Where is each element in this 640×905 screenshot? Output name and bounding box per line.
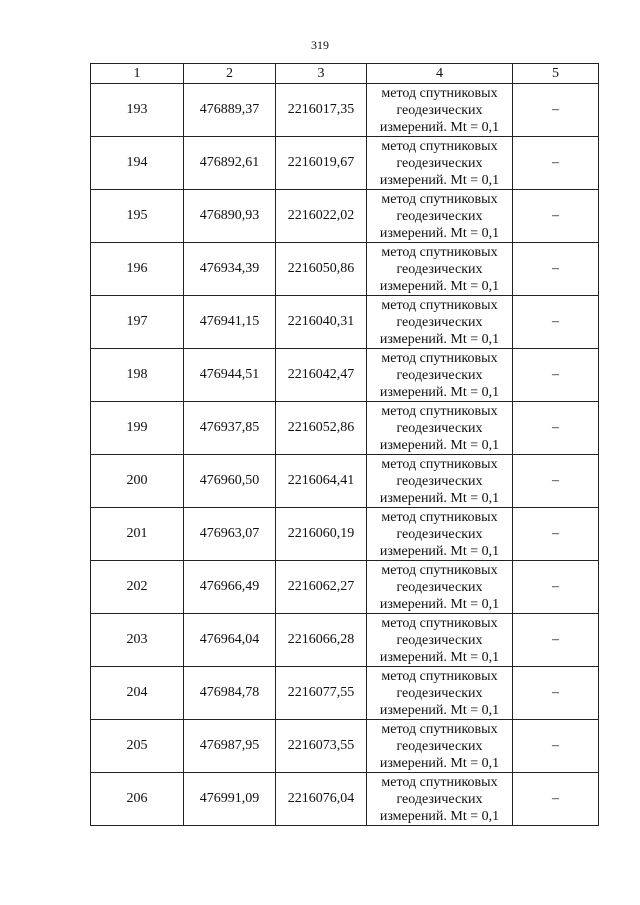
note-cell: – (513, 455, 599, 508)
table-row (91, 561, 599, 614)
method-line: метод спутниковых (381, 297, 498, 313)
y-coordinate-cell: 2216052,86 (276, 402, 367, 455)
method-cell (367, 296, 513, 349)
x-coordinate-cell: 476963,07 (184, 508, 276, 561)
method-cell (367, 773, 513, 826)
x-coordinate-cell: 476991,09 (184, 773, 276, 826)
point-number-cell: 199 (91, 402, 184, 455)
table-row (91, 667, 599, 720)
note-cell: – (513, 349, 599, 402)
table-row (91, 508, 599, 561)
table-row (91, 349, 599, 402)
note-cell: – (513, 402, 599, 455)
x-coordinate-cell: 476892,61 (184, 137, 276, 190)
column-header: 3 (276, 64, 367, 84)
table-row (91, 190, 599, 243)
note-cell: – (513, 561, 599, 614)
point-number-cell: 206 (91, 773, 184, 826)
method-line: метод спутниковых (381, 138, 498, 154)
x-coordinate-cell: 476987,95 (184, 720, 276, 773)
method-line: геодезических (396, 261, 483, 277)
method-cell (367, 402, 513, 455)
table-row (91, 614, 599, 667)
point-number-cell: 193 (91, 84, 184, 137)
y-coordinate-cell: 2216060,19 (276, 508, 367, 561)
method-line: геодезических (396, 208, 483, 224)
y-coordinate-cell: 2216042,47 (276, 349, 367, 402)
method-line: измерений. Mt = 0,1 (379, 437, 500, 453)
method-line: геодезических (396, 632, 483, 648)
y-coordinate-cell: 2216019,67 (276, 137, 367, 190)
method-line: геодезических (396, 526, 483, 542)
y-coordinate-cell: 2216064,41 (276, 455, 367, 508)
note-cell: – (513, 190, 599, 243)
note-cell: – (513, 720, 599, 773)
method-line: измерений. Mt = 0,1 (379, 225, 500, 241)
y-coordinate-cell: 2216017,35 (276, 84, 367, 137)
x-coordinate-cell: 476934,39 (184, 243, 276, 296)
method-line: метод спутниковых (381, 615, 498, 631)
note-cell: – (513, 614, 599, 667)
method-line: измерений. Mt = 0,1 (379, 702, 500, 718)
point-number-cell: 202 (91, 561, 184, 614)
note-cell: – (513, 137, 599, 190)
table-row (91, 137, 599, 190)
method-cell (367, 243, 513, 296)
point-number-cell: 195 (91, 190, 184, 243)
page-number: 319 (311, 38, 329, 52)
method-cell (367, 349, 513, 402)
table-body (91, 84, 599, 826)
table-row (91, 296, 599, 349)
method-line: геодезических (396, 685, 483, 701)
table-row (91, 402, 599, 455)
method-line: геодезических (396, 314, 483, 330)
method-line: измерений. Mt = 0,1 (379, 755, 500, 771)
point-number-cell: 197 (91, 296, 184, 349)
method-line: метод спутниковых (381, 191, 498, 207)
point-number-cell: 198 (91, 349, 184, 402)
method-line: измерений. Mt = 0,1 (379, 331, 500, 347)
x-coordinate-cell: 476937,85 (184, 402, 276, 455)
method-line: измерений. Mt = 0,1 (379, 278, 500, 294)
method-line: метод спутниковых (381, 774, 498, 790)
method-cell (367, 667, 513, 720)
point-number-cell: 194 (91, 137, 184, 190)
point-number-cell: 203 (91, 614, 184, 667)
column-header: 4 (367, 64, 513, 84)
method-line: метод спутниковых (381, 456, 498, 472)
x-coordinate-cell: 476941,15 (184, 296, 276, 349)
method-line: геодезических (396, 473, 483, 489)
method-line: метод спутниковых (381, 668, 498, 684)
table-row (91, 243, 599, 296)
method-cell (367, 720, 513, 773)
y-coordinate-cell: 2216077,55 (276, 667, 367, 720)
method-line: метод спутниковых (381, 244, 498, 260)
method-line: измерений. Mt = 0,1 (379, 808, 500, 824)
point-number-cell: 204 (91, 667, 184, 720)
method-line: измерений. Mt = 0,1 (379, 596, 500, 612)
method-line: метод спутниковых (381, 85, 498, 101)
method-line: метод спутниковых (381, 509, 498, 525)
method-line: измерений. Mt = 0,1 (379, 543, 500, 559)
table-row (91, 84, 599, 137)
method-line: геодезических (396, 367, 483, 383)
method-line: геодезических (396, 420, 483, 436)
x-coordinate-cell: 476984,78 (184, 667, 276, 720)
point-number-cell: 205 (91, 720, 184, 773)
table-row (91, 720, 599, 773)
x-coordinate-cell: 476944,51 (184, 349, 276, 402)
point-number-cell: 200 (91, 455, 184, 508)
method-line: геодезических (396, 155, 483, 171)
table-row (91, 773, 599, 826)
note-cell: – (513, 296, 599, 349)
x-coordinate-cell: 476889,37 (184, 84, 276, 137)
y-coordinate-cell: 2216066,28 (276, 614, 367, 667)
x-coordinate-cell: 476966,49 (184, 561, 276, 614)
point-number-cell: 201 (91, 508, 184, 561)
column-header: 1 (91, 64, 184, 84)
method-cell (367, 455, 513, 508)
point-number-cell: 196 (91, 243, 184, 296)
method-cell (367, 84, 513, 137)
method-cell (367, 190, 513, 243)
table-header-row (91, 64, 599, 84)
note-cell: – (513, 84, 599, 137)
y-coordinate-cell: 2216073,55 (276, 720, 367, 773)
method-line: измерений. Mt = 0,1 (379, 119, 500, 135)
x-coordinate-cell: 476960,50 (184, 455, 276, 508)
method-line: метод спутниковых (381, 350, 498, 366)
method-line: метод спутниковых (381, 403, 498, 419)
method-line: измерений. Mt = 0,1 (379, 172, 500, 188)
coordinates-table (90, 63, 599, 826)
method-line: измерений. Mt = 0,1 (379, 490, 500, 506)
table-row (91, 455, 599, 508)
method-cell (367, 561, 513, 614)
note-cell: – (513, 243, 599, 296)
method-cell (367, 614, 513, 667)
method-line: метод спутниковых (381, 721, 498, 737)
x-coordinate-cell: 476964,04 (184, 614, 276, 667)
note-cell: – (513, 773, 599, 826)
method-line: геодезических (396, 102, 483, 118)
y-coordinate-cell: 2216050,86 (276, 243, 367, 296)
method-line: измерений. Mt = 0,1 (379, 384, 500, 400)
y-coordinate-cell: 2216062,27 (276, 561, 367, 614)
column-header: 2 (184, 64, 276, 84)
method-cell (367, 137, 513, 190)
note-cell: – (513, 667, 599, 720)
method-line: измерений. Mt = 0,1 (379, 649, 500, 665)
method-line: геодезических (396, 791, 483, 807)
x-coordinate-cell: 476890,93 (184, 190, 276, 243)
method-line: метод спутниковых (381, 562, 498, 578)
y-coordinate-cell: 2216022,02 (276, 190, 367, 243)
method-line: геодезических (396, 738, 483, 754)
note-cell: – (513, 508, 599, 561)
y-coordinate-cell: 2216076,04 (276, 773, 367, 826)
y-coordinate-cell: 2216040,31 (276, 296, 367, 349)
method-cell (367, 508, 513, 561)
column-header: 5 (513, 64, 599, 84)
method-line: геодезических (396, 579, 483, 595)
